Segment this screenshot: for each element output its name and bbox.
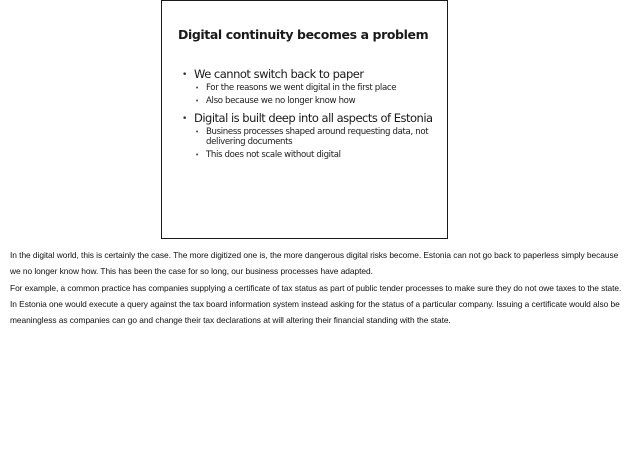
notes-paragraph: In the digital world, this is certainly the case. The more digitized one is, the more dangerous digital risks become. Estonia can not go back to paperless simply because we no longer know how. This has been the case for so long, our business processes have adapted. [10, 250, 619, 277]
sub-bullet-item [194, 83, 444, 94]
bullet-marker: • [182, 70, 187, 80]
bullet-item [182, 111, 444, 161]
slide-bullet-list [182, 67, 444, 165]
sub-bullet-marker: • [195, 151, 199, 159]
sub-bullet-text: Business processes shaped around requesting data, not delivering documents [206, 126, 429, 147]
speaker-notes [10, 247, 630, 328]
sub-bullet-list [194, 127, 444, 161]
sub-bullet-marker: • [195, 127, 199, 136]
sub-bullet-item [194, 96, 444, 107]
sub-bullet-item [194, 127, 444, 148]
sub-bullet-item [194, 150, 444, 161]
sub-bullet-text: Also because we no longer know how [206, 96, 356, 106]
bullet-text: We cannot switch back to paper [194, 67, 364, 81]
bullet-text: Digital is built deep into all aspects of Estonia [194, 110, 433, 125]
sub-bullet-text: This does not scale without digital [206, 150, 341, 160]
sub-bullet-marker: • [195, 97, 199, 105]
slide-title: Digital continuity becomes a problem [178, 27, 429, 42]
bullet-marker: • [182, 113, 187, 124]
sub-bullet-list [194, 83, 444, 107]
notes-paragraph: For example, a common practice has companies supplying a certificate of tax status as part of public tender processes to make sure they do not owe taxes to the state. In Estonia one would execute a query against the tax board information system instead asking for the status of a particular company. Issuing a certificate would also be meaningless as companies can go and change their tax declarations at will altering their financial standing with the state. [10, 282, 622, 326]
sub-bullet-marker: • [195, 84, 199, 92]
sub-bullet-text: For the reasons we went digital in the first place [206, 83, 397, 93]
slide-frame [161, 0, 448, 239]
bullet-item [182, 67, 444, 107]
